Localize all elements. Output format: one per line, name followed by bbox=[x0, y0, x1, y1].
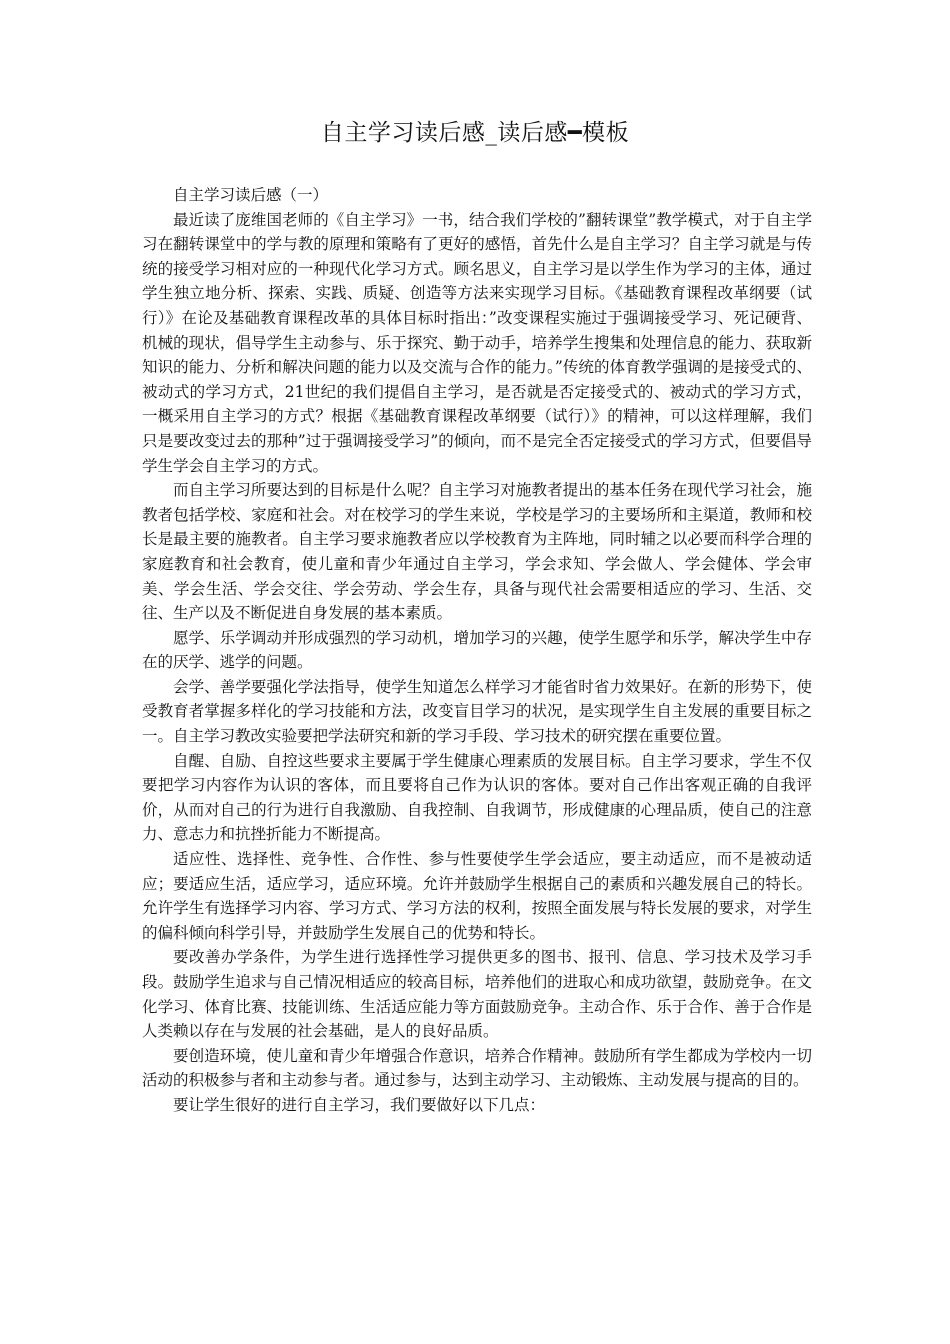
paragraph-5: 自醒、自励、自控这些要求主要属于学生健康心理素质的发展目标。自主学习要求，学生不仅要把学习内容作为认识的客体，而且要将自己作为认识的客体。要对自己作出客观正确的自我评价，从而对自己的行为进行自我激励、自我控制、自我调节，形成健康的心理品质，使自己的注意力、意志力和抗挫折能力不断提高。 bbox=[142, 751, 812, 844]
paragraph-2: 而自主学习所要达到的目标是什么呢？自主学习对施教者提出的基本任务在现代学习社会，施教者包括学校、家庭和社会。对在校学习的学生来说，学校是学习的主要场所和主渠道，教师和校长是最主要的施教者。自主学习要求施教者应以学校教育为主阵地，同时辅之以必要而科学合理的家庭教育和社会教育，使儿童和青少年通过自主学习，学会求知、学会做人、学会健体、学会审美、学会生活、学会交往、学会劳动、学会生存，具备与现代社会需要相适应的学习、生活、交往、生产以及不断促进自身发展的基本素质。 bbox=[142, 481, 812, 623]
document-body bbox=[142, 183, 812, 1118]
paragraph-6: 适应性、选择性、竞争性、合作性、参与性要使学生学会适应，要主动适应，而不是被动适应；要适应生活，适应学习，适应环境。允许并鼓励学生根据自己的素质和兴趣发展自己的特长。允许学生有选择学习内容、学习方式、学习方法的权利，按照全面发展与特长发展的要求，对学生的偏科倾向科学引导，并鼓励学生发展自己的优势和特长。 bbox=[142, 850, 812, 942]
section-subheading: 自主学习读后感（一） bbox=[173, 186, 329, 204]
paragraph-8: 要创造环境，使儿童和青少年增强合作意识，培养合作精神。鼓励所有学生都成为学校内一切活动的积极参与者和主动参与者。通过参与，达到主动学习、主动锻炼、主动发展与提高的目的。 bbox=[142, 1046, 812, 1090]
paragraph-4: 会学、善学要强化学法指导，使学生知道怎么样学习才能省时省力效果好。在新的形势下，使受教育者掌握多样化的学习技能和方法，改变盲目学习的状况，是实现学生自主发展的重要目标之一。自主学习教改实验要把学法研究和新的学习手段、学习技术的研究摆在重要位置。 bbox=[142, 677, 812, 746]
paragraph-3: 愿学、乐学调动并形成强烈的学习动机，增加学习的兴趣，使学生愿学和乐学，解决学生中存在的厌学、逃学的问题。 bbox=[142, 628, 812, 672]
paragraph-9: 要让学生很好的进行自主学习，我们要做好以下几点： bbox=[173, 1095, 546, 1114]
paragraph-1: 最近读了庞维国老师的《自主学习》一书，结合我们学校的”翻转课堂”教学模式，对于自主学习在翻转课堂中的学与教的原理和策略有了更好的感悟，首先什么是自主学习？自主学习就是与传统的接受学习相对应的一种现代化学习方式。顾名思义，自主学习是以学生作为学习的主体，通过学生独立地分析、探索、实践、质疑、创造等方法来实现学习目标。《基础教育课程改革纲要（试行）》在论及基础教育课程改革的具体目标时指出：”改变课程实施过于强调接受学习、死记硬背、机械的现状，倡导学生主动参与、乐于探究、勤于动手，培养学生搜集和处理信息的能力、获取新知识的能力、分析和解决问题的能力以及交流与合作的能力。”传统的体育教学强调的是接受式的、被动式的学习方式，21世纪的我们提倡自主学习，是否就是否定接受式的、被动式的学习方式，一概采用自主学习的方式？根据《基础教育课程改革纲要（试行）》的精神，可以这样理解，我们只是要改变过去的那种”过于强调接受学习”的倾向，而不是完全否定接受式的学习方式，但要倡导学生学会自主学习的方式。 bbox=[142, 210, 812, 475]
document-title: 自主学习读后感_读后感━模板 bbox=[320, 120, 630, 146]
paragraph-7: 要改善办学条件，为学生进行选择性学习提供更多的图书、报刊、信息、学习技术及学习手段。鼓励学生追求与自己情况相适应的较高目标，培养他们的进取心和成功欲望，鼓励竞争。在文化学习、体育比赛、技能训练、生活适应能力等方面鼓励竞争。主动合作、乐于合作、善于合作是人类赖以存在与发展的社会基础，是人的良好品质。 bbox=[142, 948, 812, 1041]
